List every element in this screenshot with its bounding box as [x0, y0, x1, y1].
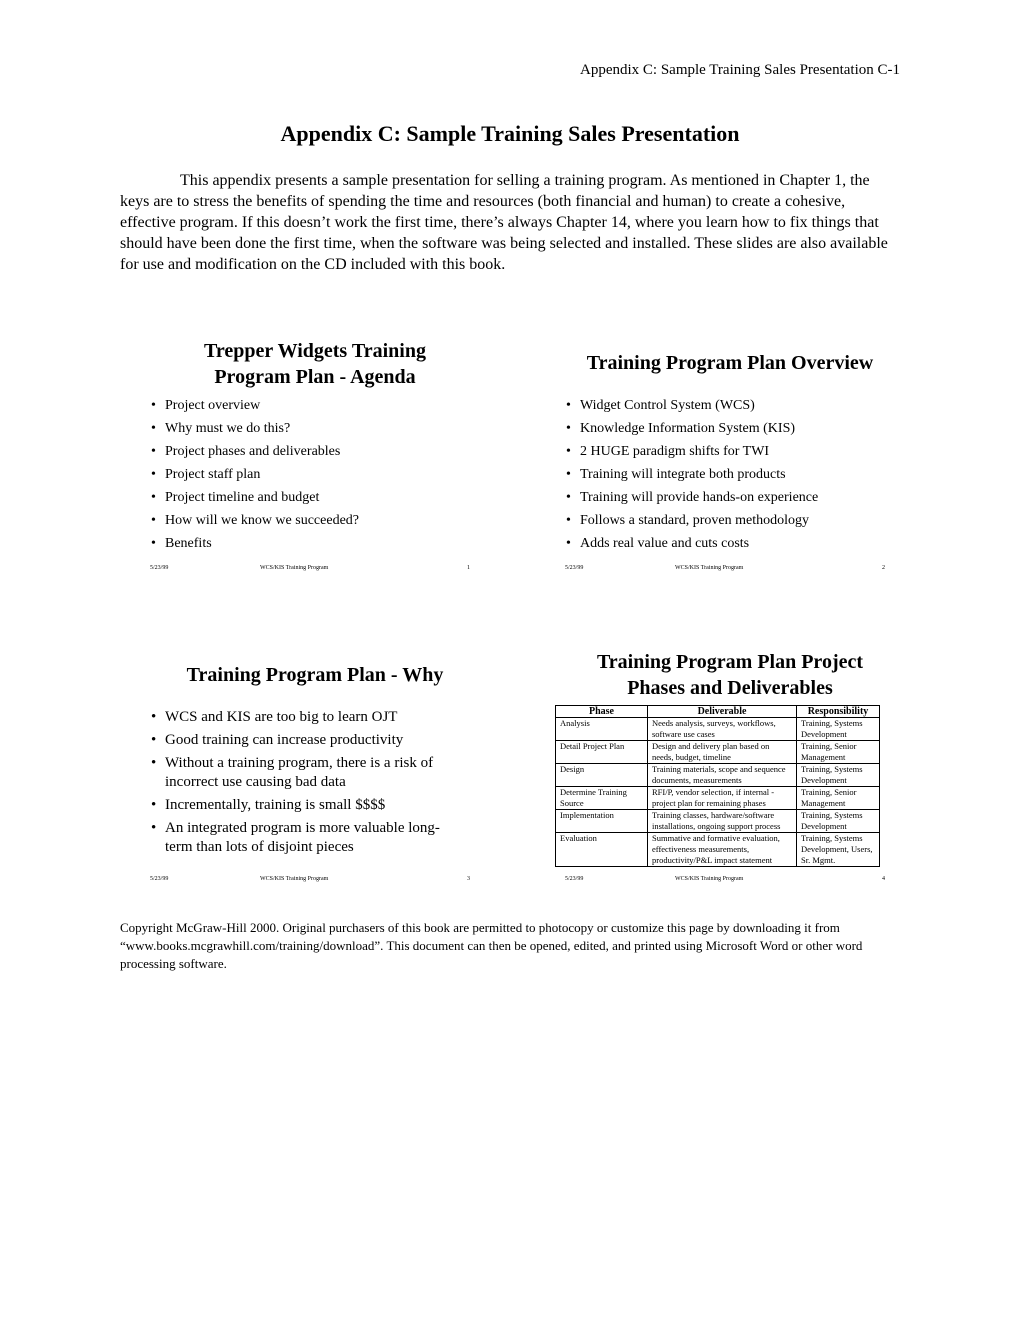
- bullet-item: • How will we know we succeeded?: [150, 509, 490, 532]
- table-row: [556, 833, 880, 867]
- slide-title: [555, 649, 905, 701]
- slide-date: 5/23/99: [565, 876, 584, 882]
- table-cell: Detail Project Plan: [556, 741, 648, 764]
- slide-number: 3: [467, 876, 470, 882]
- phases-table: [555, 705, 880, 867]
- slide-1: [140, 338, 490, 578]
- bullet-item: • Training will integrate both products: [565, 463, 905, 486]
- table-cell: Training, Senior Management: [797, 741, 880, 764]
- slide-number: 1: [467, 565, 470, 571]
- bullet-item: • Incrementally, training is small $$$$: [150, 796, 450, 815]
- table-cell: Design: [556, 764, 648, 787]
- table-cell: Training, Systems Development: [797, 718, 880, 741]
- table-cell: Analysis: [556, 718, 648, 741]
- slide-4: [555, 649, 905, 889]
- slide-3: [140, 649, 490, 889]
- bullet-item: • Why must we do this?: [150, 417, 490, 440]
- slide-title-line: Training Program Plan - Why: [186, 664, 444, 686]
- column-header: Phase: [556, 706, 648, 718]
- bullet-item: • WCS and KIS are too big to learn OJT: [150, 708, 450, 727]
- slide-date: 5/23/99: [150, 565, 169, 571]
- bullet-item: • Widget Control System (WCS): [565, 394, 905, 417]
- bullet-item: • Good training can increase productivity: [150, 731, 450, 750]
- slide-number: 2: [882, 565, 885, 571]
- bullet-item: • Project timeline and budget: [150, 486, 490, 509]
- bullet-item: • Training will provide hands-on experience: [565, 486, 905, 509]
- table-cell: Training materials, scope and sequence documents, measurements: [648, 764, 797, 787]
- table-cell: Training classes, hardware/software installations, ongoing support process: [648, 810, 797, 833]
- bullet-list: [565, 394, 905, 555]
- bullet-item: • Adds real value and cuts costs: [565, 532, 905, 555]
- table-header-row: [556, 706, 880, 718]
- slide-title-line: Phases and Deliverables: [627, 677, 833, 699]
- table-row: [556, 787, 880, 810]
- table-cell: Implementation: [556, 810, 648, 833]
- slide-title-line: Training Program Plan Project: [596, 651, 864, 673]
- bullet-item: • Follows a standard, proven methodology: [565, 509, 905, 532]
- table-cell: Evaluation: [556, 833, 648, 867]
- table-cell: Training, Systems Development: [797, 810, 880, 833]
- slide-title-line: Program Plan - Agenda: [214, 366, 416, 388]
- table-row: [556, 810, 880, 833]
- slide-title: [555, 350, 905, 376]
- slide-2: [555, 338, 905, 578]
- column-header: Deliverable: [648, 706, 797, 718]
- slide-number: 4: [882, 876, 885, 882]
- table-cell: Training, Systems Development: [797, 764, 880, 787]
- copyright-notice: Copyright McGraw-Hill 2000. Original purchasers of this book are permitted to photocopy or customize this page by downloading it from “www.books.mcgrawhill.com/training/download”. This document can then be opened, edited, and printed using Microsoft Word or other word processing software.: [120, 920, 863, 971]
- slide-title-line: Training Program Plan Overview: [586, 352, 874, 374]
- bullet-item: • Project staff plan: [150, 463, 490, 486]
- slide-title-line: Trepper Widgets Training: [204, 340, 426, 362]
- slide-title: [140, 662, 490, 688]
- page-title: Appendix C: Sample Training Sales Presentation: [280, 121, 740, 146]
- slide-date: 5/23/99: [565, 565, 584, 571]
- table-cell: Training, Senior Management: [797, 787, 880, 810]
- slide-title: [140, 338, 490, 390]
- table-row: [556, 764, 880, 787]
- table-row: [556, 718, 880, 741]
- table-cell: Design and delivery plan based on needs, budget, timeline: [648, 741, 797, 764]
- bullet-item: • 2 HUGE paradigm shifts for TWI: [565, 440, 905, 463]
- table-cell: Summative and formative evaluation, effectiveness measurements, productivity/P&L impact statement: [648, 833, 797, 867]
- slide-program: WCS/KIS Training Program: [675, 565, 744, 571]
- intro-paragraph: This appendix presents a sample presentation for selling a training program. As mentioned in Chapter 1, the keys are to stress the benefits of spending the time and resources (both financial and human) to create a cohesive, effective program. If this doesn’t work the first time, there’s always Chapter 14, where you learn how to fix things that should have been done the first time, when the software was being selected and installed. These slides are also available for use and modification on the CD included with this book.: [120, 172, 888, 273]
- bullet-item: • Benefits: [150, 532, 490, 555]
- column-header: Responsibility: [797, 706, 880, 718]
- bullet-item: • Knowledge Information System (KIS): [565, 417, 905, 440]
- bullet-item: • Project overview: [150, 394, 490, 417]
- slide-program: WCS/KIS Training Program: [260, 565, 329, 571]
- bullet-list: [150, 394, 490, 555]
- bullet-item: • An integrated program is more valuable long-term than lots of disjoint pieces: [150, 819, 450, 857]
- bullet-list: [150, 708, 450, 861]
- bullet-item: • Without a training program, there is a risk of incorrect use causing bad data: [150, 754, 450, 792]
- table-cell: Determine Training Source: [556, 787, 648, 810]
- slide-program: WCS/KIS Training Program: [260, 876, 329, 882]
- table-cell: Needs analysis, surveys, workflows, software use cases: [648, 718, 797, 741]
- running-header: Appendix C: Sample Training Sales Presentation C-1: [580, 62, 900, 78]
- table-cell: Training, Systems Development, Users, Sr. Mgmt.: [797, 833, 880, 867]
- table-cell: RFI/P, vendor selection, if internal - project plan for remaining phases: [648, 787, 797, 810]
- bullet-item: • Project phases and deliverables: [150, 440, 490, 463]
- slide-date: 5/23/99: [150, 876, 169, 882]
- table-row: [556, 741, 880, 764]
- slide-program: WCS/KIS Training Program: [675, 876, 744, 882]
